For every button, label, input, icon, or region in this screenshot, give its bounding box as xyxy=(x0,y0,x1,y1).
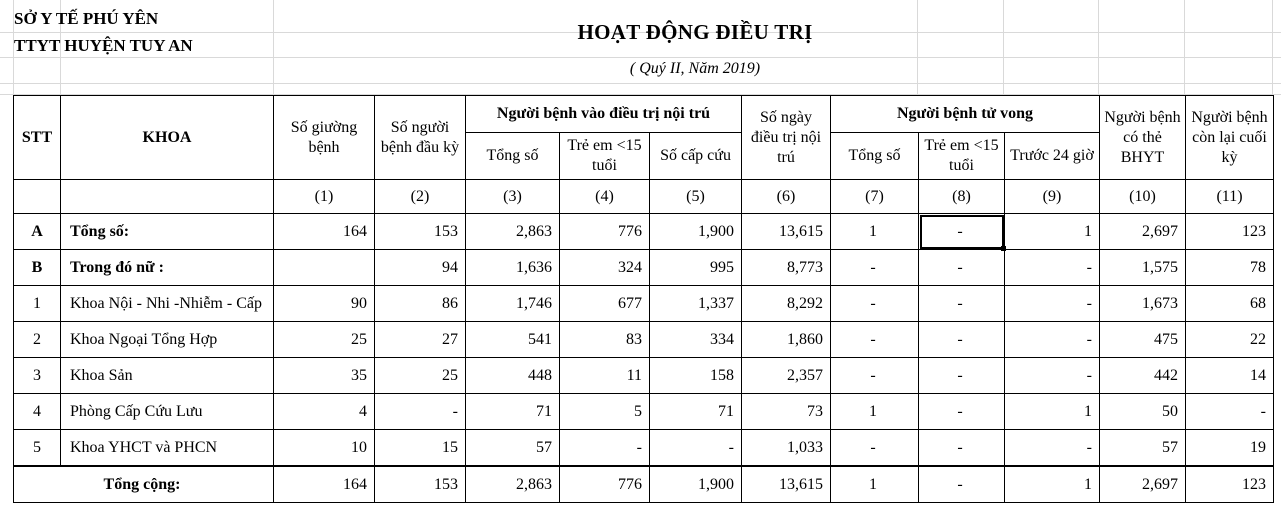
row-department[interactable]: Khoa Ngoại Tổng Hợp xyxy=(61,322,274,358)
col-header-death-before-24h: Trước 24 giờ xyxy=(1005,133,1100,180)
value-cell[interactable]: 1 xyxy=(831,394,919,430)
value-cell[interactable]: 50 xyxy=(1100,394,1186,430)
table-row xyxy=(14,430,1274,467)
column-number-row xyxy=(14,180,1274,214)
value-cell[interactable]: - xyxy=(831,358,919,394)
value-cell[interactable]: - xyxy=(1005,358,1100,394)
col-header-inpatient-days: Số ngày điều trị nội trú xyxy=(742,96,831,180)
value-cell[interactable]: 68 xyxy=(1186,286,1274,322)
value-cell[interactable]: 1 xyxy=(831,466,919,503)
row-stt[interactable]: A xyxy=(14,214,61,250)
value-cell[interactable]: - xyxy=(1186,394,1274,430)
table-row xyxy=(14,394,1274,430)
value-cell[interactable]: 1,033 xyxy=(742,430,831,467)
value-cell[interactable]: 8,292 xyxy=(742,286,831,322)
value-cell[interactable]: - xyxy=(1005,430,1100,467)
col-header-stt: STT xyxy=(14,96,61,180)
value-cell[interactable]: 19 xyxy=(1186,430,1274,467)
value-cell[interactable]: 5 xyxy=(560,394,650,430)
column-number: (5) xyxy=(650,180,742,214)
column-number: (1) xyxy=(274,180,375,214)
organization-name: SỞ Y TẾ PHÚ YÊN xyxy=(14,9,159,28)
value-cell[interactable]: 1,860 xyxy=(742,322,831,358)
col-header-death-children: Trẻ em <15 tuổi xyxy=(919,133,1005,180)
column-number: (9) xyxy=(1005,180,1100,214)
value-cell[interactable]: 1 xyxy=(1005,394,1100,430)
value-cell[interactable]: - xyxy=(650,430,742,467)
value-cell[interactable]: 1,900 xyxy=(650,466,742,503)
value-cell[interactable]: 541 xyxy=(466,322,560,358)
value-cell[interactable] xyxy=(274,250,375,286)
col-group-inpatient: Người bệnh vào điều trị nội trú xyxy=(466,96,742,133)
value-cell[interactable]: 475 xyxy=(1100,322,1186,358)
value-cell[interactable]: - xyxy=(375,394,466,430)
column-number: (8) xyxy=(919,180,1005,214)
total-label[interactable]: Tổng cộng: xyxy=(14,466,274,503)
value-cell[interactable]: - xyxy=(919,394,1005,430)
value-cell[interactable]: - xyxy=(919,250,1005,286)
treatment-activity-table xyxy=(13,95,1274,503)
value-cell[interactable]: 15 xyxy=(375,430,466,467)
value-cell[interactable]: - xyxy=(831,322,919,358)
value-cell[interactable]: 995 xyxy=(650,250,742,286)
col-header-inpatient-total: Tổng số xyxy=(466,133,560,180)
column-number: (2) xyxy=(375,180,466,214)
row-department[interactable]: Phòng Cấp Cứu Lưu xyxy=(61,394,274,430)
row-department[interactable]: Khoa Nội - Nhi -Nhiễm - Cấp xyxy=(61,286,274,322)
table-row xyxy=(14,322,1274,358)
row-stt[interactable]: 5 xyxy=(14,430,61,467)
column-number: (6) xyxy=(742,180,831,214)
value-cell[interactable]: - xyxy=(831,286,919,322)
value-cell[interactable]: 2,863 xyxy=(466,214,560,250)
value-cell[interactable]: 73 xyxy=(742,394,831,430)
value-cell[interactable]: - xyxy=(831,250,919,286)
value-cell[interactable]: 164 xyxy=(274,466,375,503)
fill-handle[interactable] xyxy=(1001,246,1006,251)
value-cell[interactable]: 83 xyxy=(560,322,650,358)
value-cell[interactable]: 57 xyxy=(1100,430,1186,467)
row-department[interactable]: Khoa Sản xyxy=(61,358,274,394)
value-cell[interactable]: - xyxy=(919,286,1005,322)
row-department[interactable]: Tổng số: xyxy=(61,214,274,250)
value-cell[interactable]: 776 xyxy=(560,466,650,503)
value-cell[interactable]: 22 xyxy=(1186,322,1274,358)
col-header-inpatient-children: Trẻ em <15 tuổi xyxy=(560,133,650,180)
value-cell[interactable]: 1 xyxy=(1005,466,1100,503)
value-cell[interactable]: 8,773 xyxy=(742,250,831,286)
value-cell[interactable]: - xyxy=(919,466,1005,503)
table-row xyxy=(14,286,1274,322)
col-header-beds: Số giường bệnh xyxy=(274,96,375,180)
value-cell[interactable]: 448 xyxy=(466,358,560,394)
value-cell[interactable]: 13,615 xyxy=(742,466,831,503)
column-number: (7) xyxy=(831,180,919,214)
value-cell[interactable]: 334 xyxy=(650,322,742,358)
value-cell[interactable]: 1,636 xyxy=(466,250,560,286)
value-cell[interactable]: 35 xyxy=(274,358,375,394)
value-cell[interactable]: 123 xyxy=(1186,214,1274,250)
row-stt[interactable]: 3 xyxy=(14,358,61,394)
value-cell[interactable]: 776 xyxy=(560,214,650,250)
value-cell[interactable]: 2,357 xyxy=(742,358,831,394)
column-number: (4) xyxy=(560,180,650,214)
column-number: (10) xyxy=(1100,180,1186,214)
value-cell[interactable]: - xyxy=(560,430,650,467)
value-cell[interactable]: 10 xyxy=(274,430,375,467)
col-header-death-total: Tổng số xyxy=(831,133,919,180)
organization-unit: TTYT HUYỆN TUY AN xyxy=(14,36,193,55)
value-cell[interactable]: 25 xyxy=(274,322,375,358)
value-cell[interactable]: 123 xyxy=(1186,466,1274,503)
value-cell[interactable]: 2,697 xyxy=(1100,214,1186,250)
report-title: HOẠT ĐỘNG ĐIỀU TRỊ xyxy=(577,20,813,44)
value-cell[interactable]: 71 xyxy=(650,394,742,430)
value-cell[interactable]: 25 xyxy=(375,358,466,394)
value-cell[interactable]: 677 xyxy=(560,286,650,322)
value-cell[interactable]: 153 xyxy=(375,466,466,503)
value-cell[interactable]: 71 xyxy=(466,394,560,430)
value-cell[interactable]: 324 xyxy=(560,250,650,286)
value-cell[interactable]: 90 xyxy=(274,286,375,322)
value-cell[interactable]: 14 xyxy=(1186,358,1274,394)
value-cell[interactable]: 11 xyxy=(560,358,650,394)
value-cell[interactable]: - xyxy=(831,430,919,467)
value-cell[interactable]: - xyxy=(1005,322,1100,358)
column-number: (3) xyxy=(466,180,560,214)
value-cell[interactable]: 1,746 xyxy=(466,286,560,322)
col-header-insured: Người bệnh có thẻ BHYT xyxy=(1100,96,1186,180)
value-cell[interactable]: - xyxy=(919,214,1005,250)
value-cell[interactable]: 158 xyxy=(650,358,742,394)
column-number: (11) xyxy=(1186,180,1274,214)
table-row xyxy=(14,250,1274,286)
col-header-end-patients: Người bệnh còn lại cuối kỳ xyxy=(1186,96,1274,180)
table-row xyxy=(14,358,1274,394)
value-cell[interactable]: 13,615 xyxy=(742,214,831,250)
col-header-emergency: Số cấp cứu xyxy=(650,133,742,180)
value-cell[interactable]: 1 xyxy=(831,214,919,250)
row-stt[interactable]: 1 xyxy=(14,286,61,322)
value-cell[interactable]: 4 xyxy=(274,394,375,430)
value-cell[interactable]: 1,337 xyxy=(650,286,742,322)
value-cell[interactable]: - xyxy=(919,322,1005,358)
col-header-khoa: KHOA xyxy=(61,96,274,180)
row-stt[interactable]: 2 xyxy=(14,322,61,358)
row-department[interactable]: Trong đó nữ : xyxy=(61,250,274,286)
report-period: ( Quý II, Năm 2019) xyxy=(629,60,761,77)
value-cell[interactable]: 1,673 xyxy=(1100,286,1186,322)
total-row xyxy=(14,466,1274,503)
value-cell[interactable]: 442 xyxy=(1100,358,1186,394)
value-cell[interactable]: - xyxy=(919,430,1005,467)
table-row xyxy=(14,214,1274,250)
row-department[interactable]: Khoa YHCT và PHCN xyxy=(61,430,274,467)
value-cell[interactable]: 94 xyxy=(375,250,466,286)
col-group-deaths: Người bệnh tử vong xyxy=(831,96,1100,133)
value-cell[interactable]: 2,697 xyxy=(1100,466,1186,503)
row-stt[interactable]: 4 xyxy=(14,394,61,430)
value-cell[interactable]: 78 xyxy=(1186,250,1274,286)
value-cell[interactable]: 86 xyxy=(375,286,466,322)
value-cell[interactable]: 1 xyxy=(1005,214,1100,250)
col-header-start-patients: Số người bệnh đầu kỳ xyxy=(375,96,466,180)
value-cell[interactable]: 153 xyxy=(375,214,466,250)
value-cell[interactable]: - xyxy=(1005,286,1100,322)
value-cell[interactable]: 1,900 xyxy=(650,214,742,250)
value-cell[interactable]: - xyxy=(1005,250,1100,286)
value-cell[interactable]: 2,863 xyxy=(466,466,560,503)
value-cell[interactable]: 164 xyxy=(274,214,375,250)
value-cell[interactable]: 27 xyxy=(375,322,466,358)
row-stt[interactable]: B xyxy=(14,250,61,286)
value-cell[interactable]: 57 xyxy=(466,430,560,467)
value-cell[interactable]: - xyxy=(919,358,1005,394)
value-cell[interactable]: 1,575 xyxy=(1100,250,1186,286)
